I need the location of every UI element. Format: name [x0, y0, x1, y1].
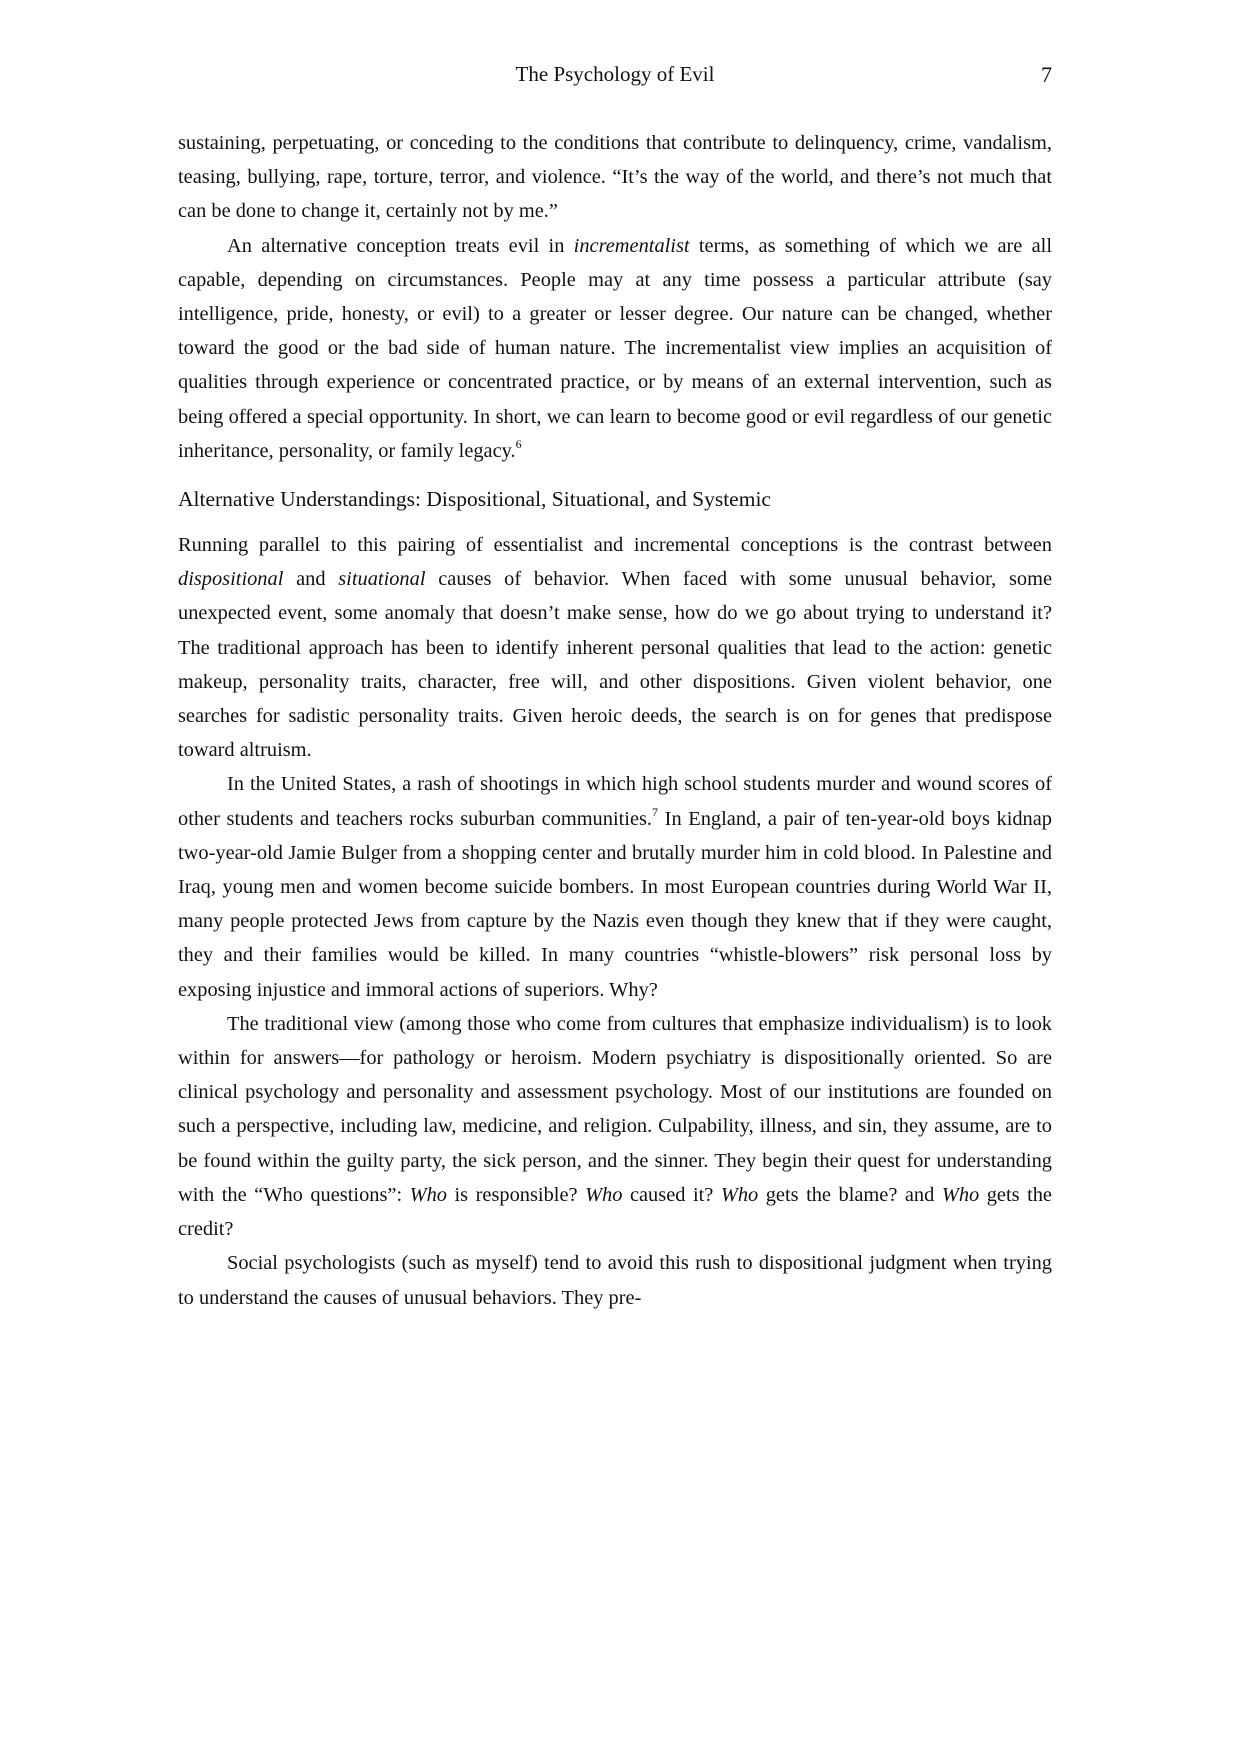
- text-run: terms, as something of which we are all capable, depending on circumstances. People may at any time possess a particular attribute (say intelligence, pride, honesty, or evil) to a greater or lesser degree. Our nature can be changed, whether toward the good or the bad side of human nature. The incrementalist view implies an acquisition of qualities through experience or concentrated practice, or by means of an external intervention, such as being offered a special opportunity. In short, we can learn to become good or evil regardless of our genetic inheritance, personality, or family legacy.: [178, 234, 1052, 462]
- paragraph: [178, 1007, 1052, 1246]
- italic-text: situational: [338, 568, 426, 591]
- text-run: causes of behavior. When faced with some unusual behavior, some unexpected event, some anomaly that doesn’t make sense, how do we go about trying to understand it? The traditional approach has been to identify inherent personal qualities that lead to the action: genetic makeup, personality traits, character, free will, and other dispositions. Given violent behavior, one searches for sadistic personality traits. Given heroic deeds, the search is on for genes that predispose toward altruism.: [178, 568, 1052, 762]
- italic-text: Who: [720, 1183, 759, 1206]
- italic-text: incrementalist: [573, 234, 690, 257]
- paragraph: [178, 126, 1052, 229]
- text-run: Social psychologists (such as myself) tend to avoid this rush to dispositional judgment when trying to understand the causes of unusual behaviors. They pre-: [178, 1252, 1052, 1309]
- text-run: is responsible?: [447, 1183, 586, 1206]
- body-text: [178, 126, 1052, 1315]
- text-run: sustaining, perpetuating, or conceding to the conditions that contribute to delinquency, crime, vandalism, teasing, bullying, rape, torture, terror, and violence. “It’s the way of the world, and there’s not much that can be done to change it, certainly not by me.”: [178, 132, 1052, 223]
- text-run: An alternative conception treats evil in: [227, 234, 574, 257]
- running-title: The Psychology of Evil: [515, 62, 715, 86]
- page-number: 7: [1041, 62, 1052, 87]
- footnote-marker: 7: [652, 804, 659, 819]
- italic-text: dispositional: [178, 568, 284, 591]
- italic-text: Who: [585, 1183, 623, 1206]
- text-run: In England, a pair of ten-year-old boys kidnap two-year-old Jamie Bulger from a shopping center and brutally murder him in cold blood. In Palestine and Iraq, young men and women become suicide bombers. In most European countries during World War II, many people protected Jews from capture by the Nazis even though they knew that if they were caught, they and their families would be killed. In many countries “whistle-blowers” risk personal loss by exposing injustice and immoral actions of superiors. Why?: [178, 807, 1052, 1001]
- text-run: caused it?: [622, 1183, 721, 1206]
- italic-text: Who: [941, 1183, 980, 1206]
- text-run: and: [283, 568, 339, 591]
- section-heading: Alternative Understandings: Dispositional, Situational, and Systemic: [178, 487, 771, 512]
- text-run: gets the blame? and: [758, 1183, 942, 1206]
- paragraph: [178, 229, 1052, 468]
- text-run: gets the credit?: [178, 1183, 1052, 1241]
- paragraph: [178, 1246, 1052, 1314]
- paragraph: [178, 528, 1052, 767]
- footnote-marker: 6: [515, 436, 522, 451]
- running-head: [178, 62, 1052, 94]
- text-run: In the United States, a rash of shootings in which high school students murder and wound scores of other students and teachers rocks suburban communities.: [178, 773, 1052, 830]
- text-run: Running parallel to this pairing of essentialist and incremental conceptions is the contrast between: [178, 534, 1052, 557]
- italic-text: Who: [409, 1183, 448, 1206]
- text-run: The traditional view (among those who come from cultures that emphasize individualism) is to look within for answers—for pathology or heroism. Modern psychiatry is dispositionally oriented. So are clinical psychology and personality and assessment psychology. Most of our institutions are founded on such a perspective, including law, medicine, and religion. Culpability, illness, and sin, they assume, are to be found within the guilty party, the sick person, and the sinner. They begin their quest for understanding with the “Who questions”:: [178, 1012, 1052, 1206]
- paragraph: [178, 767, 1052, 1006]
